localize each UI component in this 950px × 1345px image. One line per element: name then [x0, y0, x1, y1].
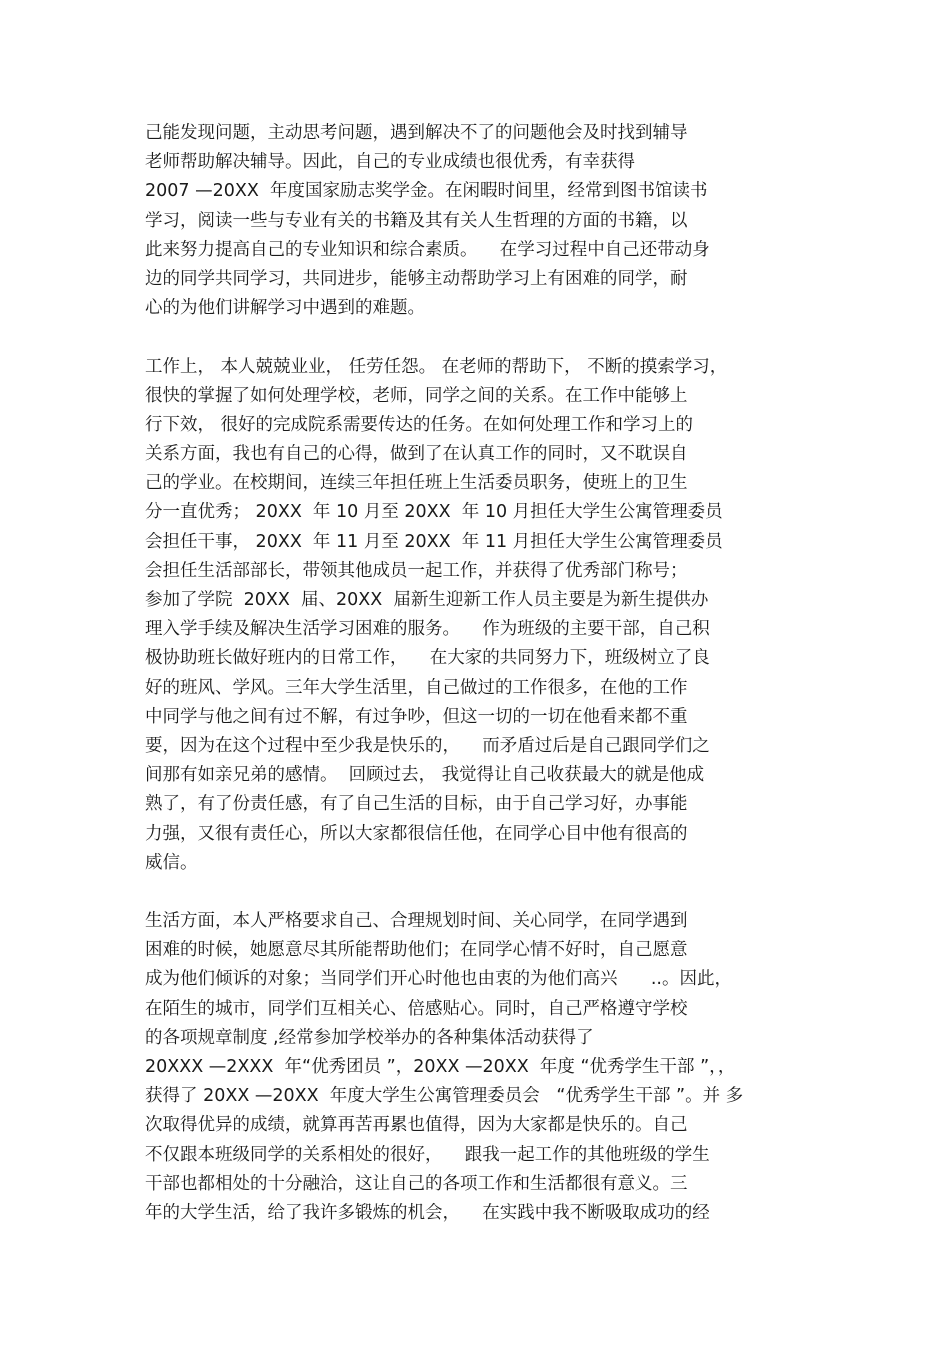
- paragraph-1: [145, 119, 825, 323]
- text-line: 边的同学共同学习，共同进步，能够主动帮助学习上有困难的同学，耐: [145, 268, 688, 289]
- text-line: 不仅跟本班级同学的关系相处的很好， 跟我一起工作的其他班级的学生: [145, 1144, 710, 1165]
- text-line: 很快的掌握了如何处理学校，老师，同学之间的关系。在工作中能够上: [145, 385, 688, 406]
- text-line: 2007 —20XX 年度国家励志奖学金。在闲暇时间里，经常到图书馆读书: [145, 181, 708, 202]
- text-line: 行下效， 很好的完成院系需要传达的任务。在如何处理工作和学习上的: [145, 414, 694, 435]
- text-line: 理入学手续及解决生活学习困难的服务。 作为班级的主要干部，自己积: [145, 619, 710, 640]
- text-line: 力强，又很有责任心，所以大家都很信任他，在同学心目中他有很高的: [145, 823, 688, 844]
- text-line: 20XXX —2XXX 年“优秀团员 ”，20XX —20XX 年度 “优秀学生干部 ”，，: [145, 1057, 736, 1077]
- text-line: 分一直优秀； 20XX 年 10 月至 20XX 年 10 月担任大学生公寓管理委员: [145, 502, 723, 523]
- text-line: 要，因为在这个过程中至少我是快乐的， 而矛盾过后是自己跟同学们之: [145, 735, 710, 756]
- text-line: 在陌生的城市，同学们互相关心、倍感贴心。同时，自己严格遵守学校: [145, 998, 688, 1019]
- text-line: 困难的时候，她愿意尽其所能帮助他们；在同学心情不好时，自己愿意: [145, 940, 688, 961]
- text-line: 威信。: [145, 852, 198, 873]
- text-line: 己能发现问题，主动思考问题，遇到解决不了的问题他会及时找到辅导: [145, 123, 688, 143]
- document-body: [145, 119, 825, 1228]
- paragraph-3: [145, 907, 825, 1228]
- text-line: 参加了学院 20XX 届、20XX 届新生迎新工作人员主要是为新生提供办: [145, 590, 709, 610]
- text-line: 老师帮助解决辅导。因此，自己的专业成绩也很优秀，有幸获得: [145, 152, 635, 173]
- text-line: 获得了 20XX —20XX 年度大学生公寓管理委员会 “优秀学生干部 ”。并 多: [145, 1086, 744, 1107]
- text-line: 成为他们倾诉的对象；当同学们开心时他也由衷的为他们高兴 ..。因此，: [145, 969, 732, 990]
- text-line: 工作上， 本人兢兢业业， 任劳任怨。 在老师的帮助下， 不断的摸索学习，: [145, 356, 728, 377]
- text-line: 会担任生活部部长，带领其他成员一起工作，并获得了优秀部门称号；: [145, 560, 688, 581]
- text-line: 会担任干事， 20XX 年 11 月至 20XX 年 11 月担任大学生公寓管理委员: [145, 531, 723, 552]
- text-line: 的各项规章制度 ,经常参加学校举办的各种集体活动获得了: [145, 1027, 594, 1048]
- text-line: 极协助班长做好班内的日常工作， 在大家的共同努力下，班级树立了良: [145, 648, 710, 669]
- text-line: 年的大学生活，给了我许多锻炼的机会， 在实践中我不断吸取成功的经: [145, 1202, 710, 1223]
- text-line: 生活方面，本人严格要求自己、合理规划时间、关心同学，在同学遇到: [145, 911, 688, 932]
- text-line: 好的班风、学风。三年大学生活里，自己做过的工作很多，在他的工作: [145, 677, 688, 698]
- text-line: 干部也都相处的十分融洽，这让自己的各项工作和生活都很有意义。三: [145, 1173, 688, 1194]
- text-line: 己的学业。在校期间，连续三年担任班上生活委员职务，使班上的卫生: [145, 473, 688, 494]
- text-line: 学习，阅读一些与专业有关的书籍及其有关人生哲理的方面的书籍，以: [145, 210, 688, 231]
- text-line: 间那有如亲兄弟的感情。 回顾过去， 我觉得让自己收获最大的就是他成: [145, 765, 705, 786]
- paragraph-2: [145, 353, 825, 878]
- text-line: 中同学与他之间有过不解，有过争吵，但这一切的一切在他看来都不重: [145, 706, 688, 727]
- text-line: 此来努力提高自己的专业知识和综合素质。 在学习过程中自己还带动身: [145, 239, 710, 260]
- text-line: 心的为他们讲解学习中遇到的难题。: [145, 298, 425, 319]
- text-line: 关系方面，我也有自己的心得，做到了在认真工作的同时，又不耽误自: [145, 444, 688, 465]
- text-line: 次取得优异的成绩，就算再苦再累也值得，因为大家都是快乐的。自己: [145, 1115, 688, 1136]
- text-line: 熟了，有了份责任感，有了自己生活的目标，由于自己学习好，办事能: [145, 794, 688, 815]
